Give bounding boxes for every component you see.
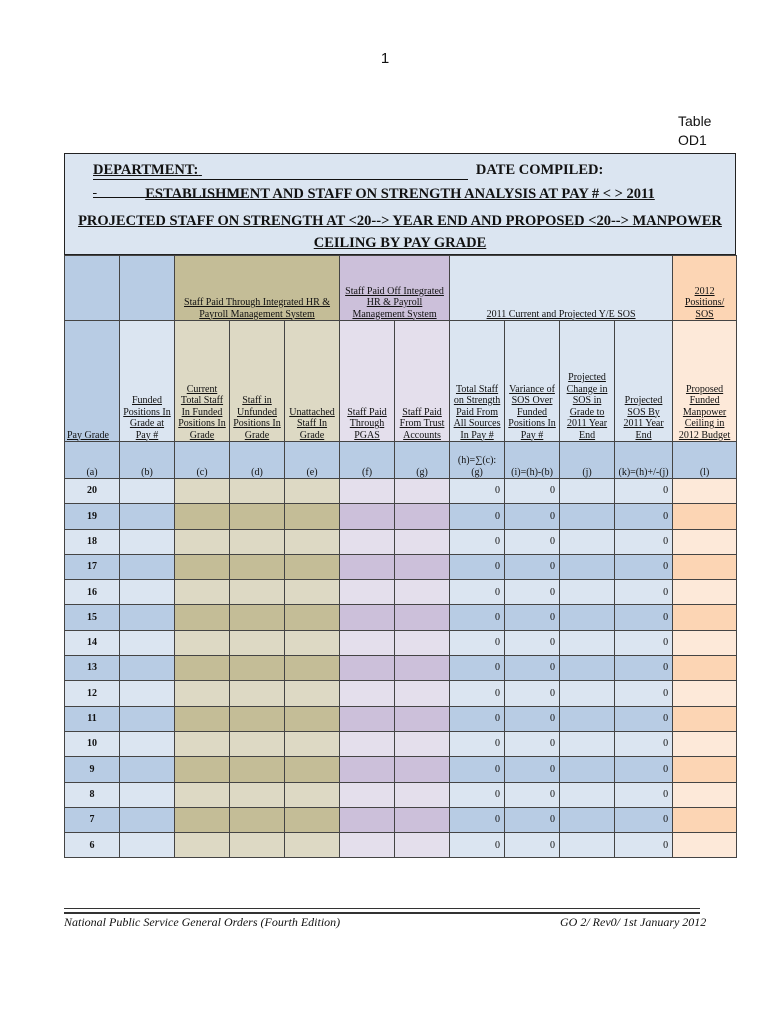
pay-grade-cell: 7 (65, 807, 120, 832)
value-cell: 0 (450, 605, 505, 630)
col-label: (i)=(h)-(b) (505, 442, 560, 479)
table-row (65, 757, 737, 782)
col-label: (h)=∑(c): (g) (450, 442, 505, 479)
input-cell[interactable] (560, 580, 615, 605)
input-cell[interactable] (340, 605, 395, 630)
value-cell: 0 (505, 504, 560, 529)
input-cell[interactable] (673, 630, 737, 655)
pay-grade-cell: 11 (65, 706, 120, 731)
table-reference (678, 112, 711, 150)
table-row (65, 479, 737, 504)
input-cell[interactable] (230, 656, 285, 681)
group-cell-empty-a (65, 256, 120, 321)
input-cell[interactable] (175, 681, 230, 706)
input-cell[interactable] (673, 807, 737, 832)
input-cell[interactable] (560, 706, 615, 731)
input-cell[interactable] (120, 731, 175, 756)
value-cell: 0 (615, 681, 673, 706)
input-cell[interactable] (340, 782, 395, 807)
input-cell[interactable] (560, 504, 615, 529)
table-row (65, 529, 737, 554)
col-label: (e) (285, 442, 340, 479)
page-number: 1 (380, 50, 390, 67)
input-cell[interactable] (285, 757, 340, 782)
input-cell[interactable] (175, 554, 230, 579)
pay-grade-cell: 12 (65, 681, 120, 706)
input-cell[interactable] (120, 479, 175, 504)
input-cell[interactable] (175, 479, 230, 504)
group-off-integrated: Staff Paid Off Integrated HR & Payroll Management System (340, 256, 450, 321)
value-cell: 0 (615, 504, 673, 529)
col-label: (a) (65, 442, 120, 479)
table-row (65, 580, 737, 605)
input-cell[interactable] (230, 630, 285, 655)
footer-rule (64, 908, 700, 914)
input-cell[interactable] (230, 731, 285, 756)
input-cell[interactable] (395, 630, 450, 655)
value-cell: 0 (505, 731, 560, 756)
input-cell[interactable] (340, 580, 395, 605)
input-cell[interactable] (175, 605, 230, 630)
value-cell: 0 (615, 630, 673, 655)
input-cell[interactable] (285, 554, 340, 579)
value-cell: 0 (450, 554, 505, 579)
input-cell[interactable] (120, 605, 175, 630)
col-header-unattached-staff: Unattached Staff In Grade (285, 321, 340, 442)
input-cell[interactable] (120, 554, 175, 579)
input-cell[interactable] (120, 630, 175, 655)
col-header-trust-accounts: Staff Paid From Trust Accounts (395, 321, 450, 442)
input-cell[interactable] (120, 504, 175, 529)
input-cell[interactable] (673, 554, 737, 579)
input-cell[interactable] (395, 479, 450, 504)
value-cell: 0 (450, 681, 505, 706)
value-cell: 0 (505, 681, 560, 706)
input-cell[interactable] (230, 757, 285, 782)
input-cell[interactable] (175, 833, 230, 858)
input-cell[interactable] (230, 554, 285, 579)
input-cell[interactable] (560, 630, 615, 655)
value-cell: 0 (450, 731, 505, 756)
input-cell[interactable] (120, 656, 175, 681)
value-cell: 0 (505, 605, 560, 630)
input-cell[interactable] (340, 706, 395, 731)
input-cell[interactable] (175, 782, 230, 807)
input-cell[interactable] (230, 605, 285, 630)
input-cell[interactable] (175, 580, 230, 605)
col-header-funded-positions: Funded Positions In Grade at Pay # (120, 321, 175, 442)
input-cell[interactable] (395, 605, 450, 630)
input-cell[interactable] (673, 782, 737, 807)
input-cell[interactable] (285, 580, 340, 605)
input-cell[interactable] (560, 554, 615, 579)
table-row (65, 833, 737, 858)
value-cell: 0 (505, 580, 560, 605)
date-compiled-label: DATE COMPILED: (475, 162, 604, 178)
col-label: (k)=(h)+/-(j) (615, 442, 673, 479)
input-cell[interactable] (285, 605, 340, 630)
table-reference-line1: Table (678, 113, 712, 129)
input-cell[interactable] (285, 706, 340, 731)
input-cell[interactable] (230, 681, 285, 706)
input-cell[interactable] (230, 807, 285, 832)
value-cell: 0 (450, 580, 505, 605)
table-row (65, 706, 737, 731)
value-cell: 0 (505, 630, 560, 655)
input-cell[interactable] (175, 504, 230, 529)
input-cell[interactable] (673, 706, 737, 731)
table-row (65, 630, 737, 655)
value-cell: 0 (505, 529, 560, 554)
input-cell[interactable] (395, 833, 450, 858)
pay-grade-cell: 13 (65, 656, 120, 681)
value-cell: 0 (450, 504, 505, 529)
input-cell[interactable] (673, 731, 737, 756)
table-row (65, 554, 737, 579)
group-integrated-hr: Staff Paid Through Integrated HR & Payroll Management System (175, 256, 340, 321)
value-cell: 0 (450, 706, 505, 731)
col-header-projected-sos: Projected SOS By 2011 Year End (615, 321, 673, 442)
input-cell[interactable] (560, 605, 615, 630)
group-header-row (65, 256, 737, 321)
input-cell[interactable] (340, 554, 395, 579)
col-label: (j) (560, 442, 615, 479)
input-cell[interactable] (230, 706, 285, 731)
input-cell[interactable] (340, 630, 395, 655)
input-cell[interactable] (395, 580, 450, 605)
pay-grade-cell: 18 (65, 529, 120, 554)
input-cell[interactable] (120, 833, 175, 858)
value-cell: 0 (450, 479, 505, 504)
col-label: (l) (673, 442, 737, 479)
input-cell[interactable] (120, 529, 175, 554)
input-cell[interactable] (395, 757, 450, 782)
input-cell[interactable] (175, 807, 230, 832)
value-cell: 0 (615, 807, 673, 832)
table-row (65, 681, 737, 706)
pay-grade-cell: 6 (65, 833, 120, 858)
group-cell-empty-b (120, 256, 175, 321)
input-cell[interactable] (285, 731, 340, 756)
table-row (65, 504, 737, 529)
value-cell: 0 (505, 757, 560, 782)
value-cell: 0 (615, 833, 673, 858)
value-cell: 0 (615, 706, 673, 731)
input-cell[interactable] (673, 605, 737, 630)
value-cell: 0 (505, 782, 560, 807)
table-row (65, 656, 737, 681)
pay-grade-cell: 14 (65, 630, 120, 655)
value-cell: 0 (450, 630, 505, 655)
input-cell[interactable] (120, 757, 175, 782)
input-cell[interactable] (340, 681, 395, 706)
input-cell[interactable] (230, 529, 285, 554)
col-label: (g) (395, 442, 450, 479)
col-label: (f) (340, 442, 395, 479)
input-cell[interactable] (560, 807, 615, 832)
pay-grade-cell: 19 (65, 504, 120, 529)
form-table-wrapper (64, 153, 736, 858)
input-cell[interactable] (175, 529, 230, 554)
input-cell[interactable] (395, 681, 450, 706)
input-cell[interactable] (560, 479, 615, 504)
group-positions: 2012 Positions/ SOS (673, 256, 737, 321)
input-cell[interactable] (395, 706, 450, 731)
col-header-pay-grade: Pay Grade (65, 321, 120, 442)
pay-grade-cell: 16 (65, 580, 120, 605)
input-cell[interactable] (230, 833, 285, 858)
staff-analysis-table (64, 255, 737, 858)
value-cell: 0 (450, 656, 505, 681)
input-cell[interactable] (560, 833, 615, 858)
col-header-current-total-staff: Current Total Staff In Funded Positions In Grade (175, 321, 230, 442)
input-cell[interactable] (120, 580, 175, 605)
form-title-line2: PROJECTED STAFF ON STRENGTH AT <20--> YEAR END AND PROPOSED <20--> MANPOWER CEILING BY PAY GRADE (78, 213, 722, 251)
input-cell[interactable] (175, 656, 230, 681)
value-cell: 0 (615, 554, 673, 579)
input-cell[interactable] (395, 554, 450, 579)
pay-grade-cell: 10 (65, 731, 120, 756)
value-cell: 0 (505, 706, 560, 731)
department-label: DEPARTMENT: (93, 162, 199, 178)
value-cell: 0 (615, 479, 673, 504)
value-cell: 0 (615, 782, 673, 807)
col-header-variance: Variance of SOS Over Funded Positions In Pay # (505, 321, 560, 442)
input-cell[interactable] (340, 504, 395, 529)
input-cell[interactable] (285, 656, 340, 681)
input-cell[interactable] (673, 580, 737, 605)
input-cell[interactable] (340, 731, 395, 756)
input-cell[interactable] (673, 681, 737, 706)
input-cell[interactable] (673, 529, 737, 554)
department-field[interactable] (198, 162, 468, 180)
value-cell: 0 (505, 656, 560, 681)
input-cell[interactable] (673, 833, 737, 858)
input-cell[interactable] (230, 580, 285, 605)
value-cell: 0 (450, 782, 505, 807)
table-row (65, 782, 737, 807)
value-cell: 0 (615, 731, 673, 756)
input-cell[interactable] (560, 656, 615, 681)
value-cell: 0 (450, 807, 505, 832)
column-label-row (65, 442, 737, 479)
pay-grade-cell: 9 (65, 757, 120, 782)
col-label: (d) (230, 442, 285, 479)
pay-grade-cell: 20 (65, 479, 120, 504)
input-cell[interactable] (395, 807, 450, 832)
value-cell: 0 (505, 833, 560, 858)
input-cell[interactable] (340, 529, 395, 554)
input-cell[interactable] (285, 807, 340, 832)
input-cell[interactable] (120, 807, 175, 832)
table-row (65, 807, 737, 832)
input-cell[interactable] (673, 757, 737, 782)
value-cell: 0 (450, 833, 505, 858)
input-cell[interactable] (395, 782, 450, 807)
value-cell: 0 (505, 479, 560, 504)
col-header-projected-change: Projected Change in SOS in Grade to 2011 Year End (560, 321, 615, 442)
col-header-unfunded-staff: Staff in Unfunded Positions In Grade (230, 321, 285, 442)
value-cell: 0 (615, 757, 673, 782)
value-cell: 0 (615, 656, 673, 681)
value-cell: 0 (615, 580, 673, 605)
group-current-projected: 2011 Current and Projected Y/E SOS (450, 256, 673, 321)
col-header-pgas: Staff Paid Through PGAS (340, 321, 395, 442)
input-cell[interactable] (230, 479, 285, 504)
value-cell: 0 (505, 807, 560, 832)
value-cell: 0 (505, 554, 560, 579)
input-cell[interactable] (285, 833, 340, 858)
input-cell[interactable] (285, 681, 340, 706)
input-cell[interactable] (395, 656, 450, 681)
input-cell[interactable] (395, 504, 450, 529)
input-cell[interactable] (395, 731, 450, 756)
input-cell[interactable] (175, 731, 230, 756)
input-cell[interactable] (340, 757, 395, 782)
input-cell[interactable] (285, 529, 340, 554)
col-header-proposed-ceiling: Proposed Funded Manpower Ceiling in 2012 Budget (673, 321, 737, 442)
input-cell[interactable] (120, 706, 175, 731)
input-cell[interactable] (120, 782, 175, 807)
input-cell[interactable] (175, 706, 230, 731)
footer-left-text: National Public Service General Orders (Fourth Edition) (64, 915, 341, 929)
input-cell[interactable] (230, 504, 285, 529)
input-cell[interactable] (175, 757, 230, 782)
pay-grade-cell: 15 (65, 605, 120, 630)
input-cell[interactable] (285, 782, 340, 807)
input-cell[interactable] (560, 757, 615, 782)
input-cell[interactable] (285, 504, 340, 529)
col-header-total-staff: Total Staff on Strength Paid From All Sources In Pay # (450, 321, 505, 442)
form-title-line1: ESTABLISHMENT AND STAFF ON STRENGTH ANALYSIS AT PAY # < > 2011 (145, 186, 655, 202)
input-cell[interactable] (175, 630, 230, 655)
input-cell[interactable] (560, 731, 615, 756)
input-cell[interactable] (285, 479, 340, 504)
form-header (64, 153, 736, 255)
input-cell[interactable] (560, 782, 615, 807)
pay-grade-cell: 8 (65, 782, 120, 807)
input-cell[interactable] (673, 479, 737, 504)
input-cell[interactable] (560, 529, 615, 554)
value-cell: 0 (450, 757, 505, 782)
col-label: (c) (175, 442, 230, 479)
input-cell[interactable] (340, 833, 395, 858)
value-cell: 0 (615, 529, 673, 554)
value-cell: 0 (450, 529, 505, 554)
input-cell[interactable] (120, 681, 175, 706)
input-cell[interactable] (285, 630, 340, 655)
pay-grade-cell: 17 (65, 554, 120, 579)
value-cell: 0 (615, 605, 673, 630)
input-cell[interactable] (673, 656, 737, 681)
input-cell[interactable] (340, 807, 395, 832)
input-cell[interactable] (673, 504, 737, 529)
input-cell[interactable] (395, 529, 450, 554)
table-row (65, 605, 737, 630)
input-cell[interactable] (560, 681, 615, 706)
table-body (65, 479, 737, 858)
col-label: (b) (120, 442, 175, 479)
table-reference-line2: OD1 (678, 132, 707, 148)
input-cell[interactable] (230, 782, 285, 807)
input-cell[interactable] (340, 656, 395, 681)
footer-right-text: GO 2/ Rev0/ 1st January 2012 (560, 915, 707, 929)
input-cell[interactable] (340, 479, 395, 504)
table-row (65, 731, 737, 756)
column-header-row (65, 321, 737, 442)
